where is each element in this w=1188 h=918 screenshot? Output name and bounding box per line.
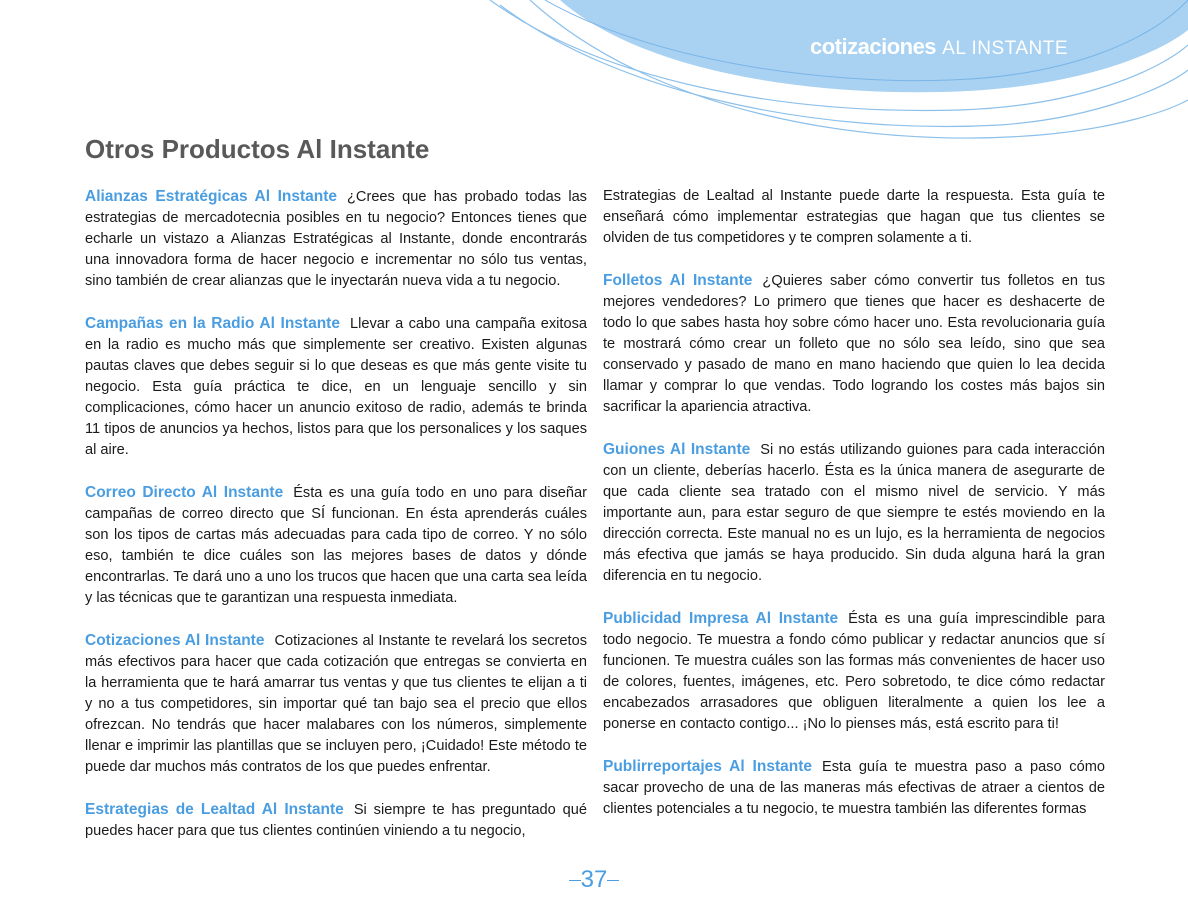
- product-text: Si no estás utilizando guiones para cada interacción con un cliente, deberías hacerlo. Ésta es la única manera de asegurarte de que cada cliente sea tratado con el mismo nivel de servicio. Y más importante aun, para estar seguro de que siempre te estés moviendo en la dirección correcta. Este manual no es un lujo, es la herramienta de negocios más efectiva que jamás se haya producido. Sin duda alguna hará la gran diferencia en tu negocio.: [603, 442, 1105, 584]
- product-entry: [85, 313, 587, 461]
- product-text: Ésta es una guía imprescindible para todo negocio. Te muestra a fondo cómo publicar y redactar anuncios que sí funcionen. Te muestra cuáles son las formas más convenientes de hacer uso de colores, fuentes, imágenes, etc. Pero sobretodo, te dice cómo redactar encabezados arrasadores que obliguen literalmente a quien los lee a ponerse en contacto contigo... ¡No lo pienses más, está escrito para ti!: [603, 611, 1105, 732]
- product-text: ¿Crees que has probado todas las estrategias de mercadotecnia posibles en tu negocio? Entonces tienes que echarle un vistazo a Alianzas Estratégicas al Instante, donde encontrarás una innovadora forma de hacer negocio e incrementar no sólo tus ventas, sino también de crear alianzas que le inyectarán nueva vida a tu negocio.: [85, 189, 587, 289]
- product-heading: Estrategias de Lealtad Al Instante: [85, 801, 344, 818]
- product-entry: [85, 630, 587, 778]
- product-heading: Campañas en la Radio Al Instante: [85, 315, 340, 332]
- product-entry: [603, 756, 1105, 820]
- product-text: Esta guía te muestra paso a paso cómo sacar provecho de una de las maneras más efectivas de atraer a cientos de clientes potenciales a tu negocio, te muestra también las diferentes formas: [603, 759, 1105, 817]
- page-number-text: 37: [580, 866, 608, 893]
- product-entry: [603, 608, 1105, 735]
- product-entry: [85, 799, 587, 842]
- product-text: Cotizaciones al Instante te revelará los secretos más efectivos para hacer que cada cotización que entregas se convierta en la herramienta que te hará amarrar tus ventas y que tus clientes te elijan a ti y no a tus competidores, sin importar qué tan bajo sea el precio que ellos ofrezcan. No tendrás que hacer malabares con los números, simplemente llenar e imprimir las plantillas que se incluyen pero, ¡Cuidado! Este método te puede dar muchos más contratos de los que puedes enfrentar.: [85, 633, 587, 775]
- brand-bold: cotizaciones: [810, 34, 937, 59]
- continued-text: Estrategias de Lealtad al Instante puede darte la respuesta. Esta guía te enseñará cómo implementar estrategias que hagan que tus clientes se olviden de tus competidores y te compren solamente a ti.: [603, 188, 1105, 246]
- product-entry: [603, 439, 1105, 587]
- brand-rest: AL INSTANTE: [942, 38, 1069, 59]
- product-entry: [85, 186, 587, 292]
- brand-logo: [810, 34, 1068, 60]
- product-heading: Folletos Al Instante: [603, 272, 753, 289]
- product-heading: Publirreportajes Al Instante: [603, 758, 812, 775]
- right-column: [603, 186, 1105, 841]
- product-entry: [603, 270, 1105, 418]
- product-text: Ésta es una guía todo en uno para diseñar campañas de correo directo que SÍ funcionan. En ésta aprenderás cuáles son los tipos de cartas más adecuadas para cada tipo de correo. Y no sólo eso, también te dice cuáles son las mejores bases de datos y dónde encontrarlas. Te dará uno a uno los trucos que hacen que una carta sea leída y las técnicas que te garantizan una respuesta inmediata.: [85, 485, 587, 606]
- product-text: Si siempre te has preguntado qué puedes hacer para que tus clientes continúen viniendo a tu negocio,: [85, 802, 587, 839]
- product-text: ¿Quieres saber cómo convertir tus folletos en tus mejores vendedores? Lo primero que tienes que hacer es deshacerte de todo lo que sabes hasta hoy sobre cómo hacer uno. Esta revolucionaria guía te mostrará cómo crear un folleto que no sólo sea leído, sino que sea conservado y pasado de mano en mano haciendo que quien lo lea decida llamar y comprar lo que vendas. Todo logrando los costes más bajos sin sacrificar la apariencia atractiva.: [603, 273, 1105, 415]
- product-text: Llevar a cabo una campaña exitosa en la radio es mucho más que simplemente ser creativo. Existen algunas pautas claves que debes seguir si lo que deseas es que más gente visite tu negocio. Esta guía práctica te dice, en un lenguaje sencillo y sin complicaciones, cómo hacer un anuncio exitoso de radio, además te brinda 11 tipos de anuncios ya hechos, listos para que los personalices y los saques al aire.: [85, 316, 587, 458]
- page-number: [560, 866, 628, 894]
- left-column: [85, 186, 587, 863]
- product-heading: Guiones Al Instante: [603, 441, 751, 458]
- product-heading: Alianzas Estratégicas Al Instante: [85, 188, 337, 205]
- product-heading: Correo Directo Al Instante: [85, 484, 284, 501]
- page-title: Otros Productos Al Instante: [85, 134, 430, 164]
- product-heading: Publicidad Impresa Al Instante: [603, 610, 839, 627]
- product-entry: [85, 482, 587, 609]
- product-heading: Cotizaciones Al Instante: [85, 632, 265, 649]
